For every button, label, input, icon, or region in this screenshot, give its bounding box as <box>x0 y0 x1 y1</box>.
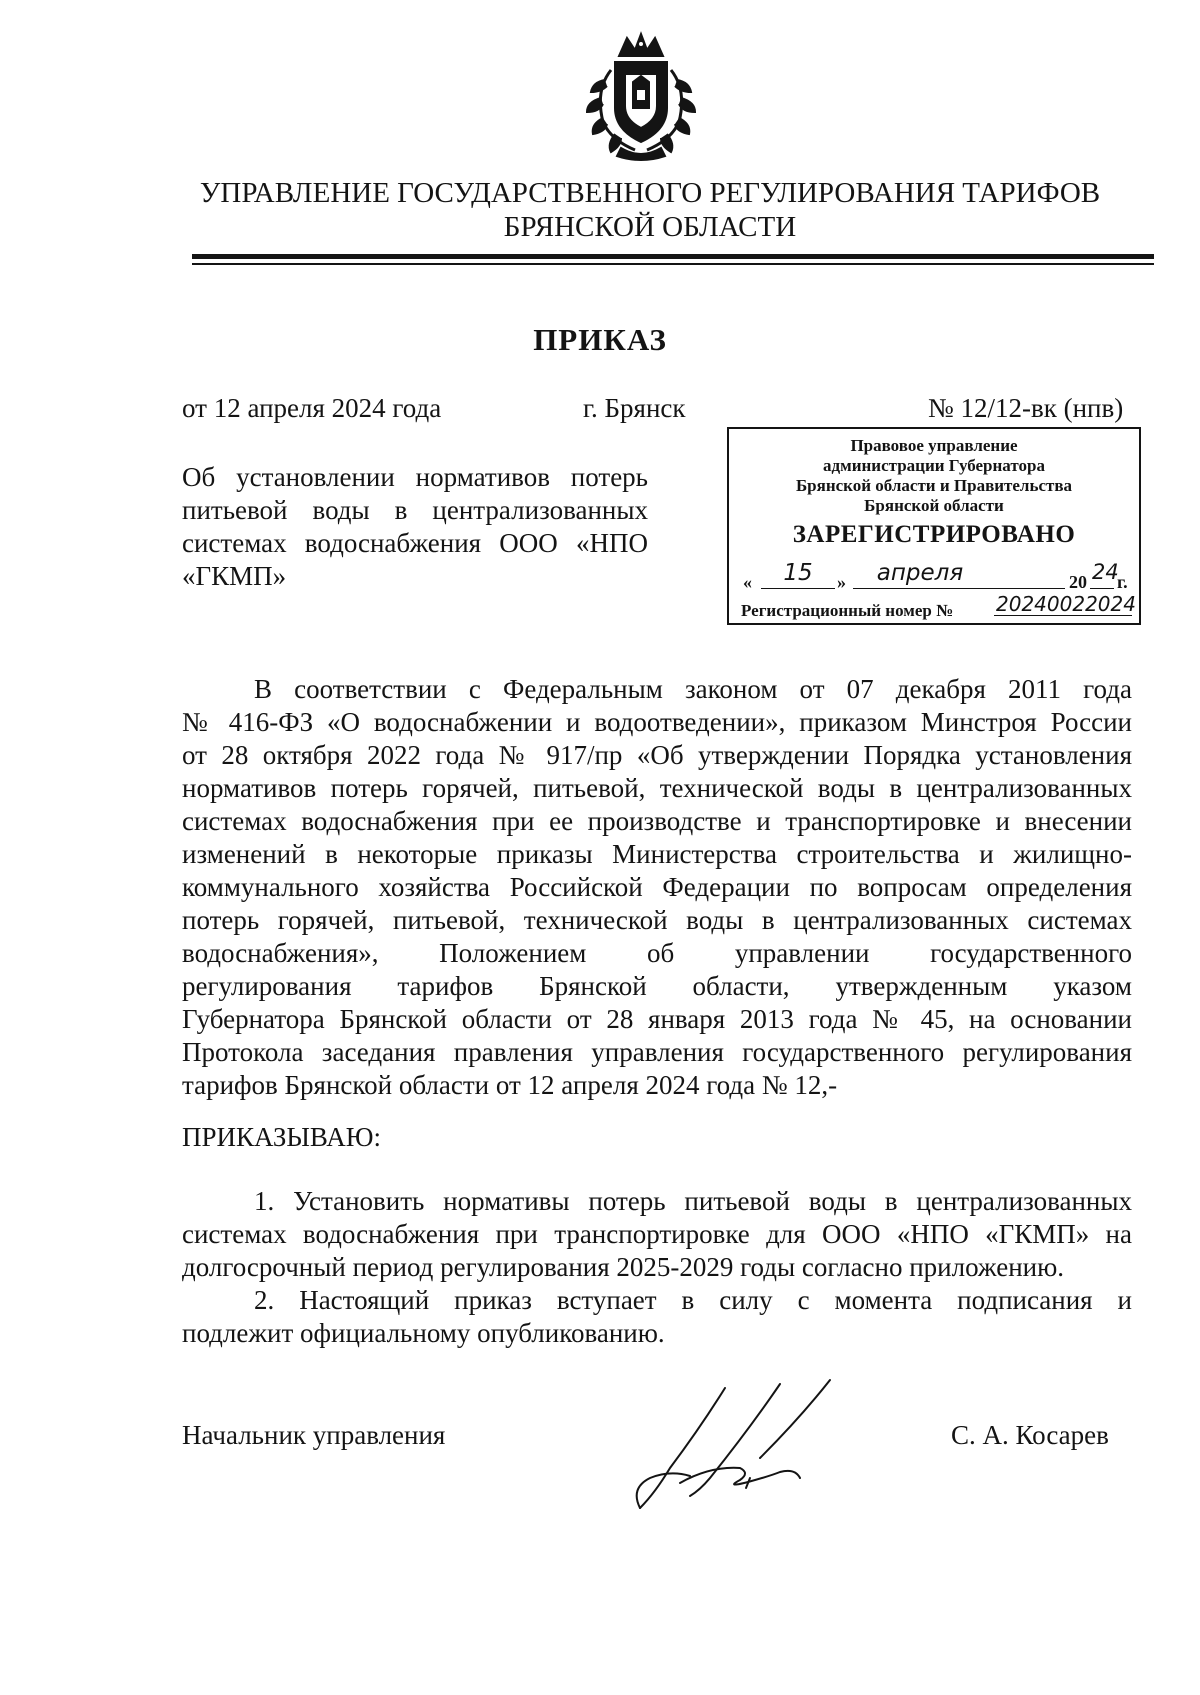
subject-line: системах водоснабжения ООО «НПО <box>182 528 648 558</box>
paragraph-line: долгосрочный период регулирования 2025-2029 годы согласно приложению. <box>182 1252 1065 1282</box>
stamp-reg-number: 20240022024 <box>996 592 1136 616</box>
handwritten-signature-icon <box>630 1378 910 1518</box>
paragraph-line: № 416-ФЗ «О водоснабжении и водоотведении», приказом Минстроя России <box>182 707 1132 737</box>
header-divider-thin <box>192 263 1154 265</box>
document-title: ПРИКАЗ <box>533 322 667 357</box>
preamble-paragraph <box>182 673 1132 1102</box>
stamp-quote-close: » <box>837 572 846 592</box>
stamp-day: 15 <box>783 560 813 586</box>
paragraph-line: подлежит официальному опубликованию. <box>182 1318 665 1348</box>
stamp-month-underline <box>853 588 1065 589</box>
stamp-year-prefix: 20 <box>1069 572 1087 592</box>
order-subject <box>182 461 648 593</box>
paragraph-line: системах водоснабжения при транспортировке для ООО «НПО «ГКМП» на <box>182 1219 1132 1249</box>
subject-line: питьевой воды в централизованных <box>182 495 648 525</box>
order-date: от 12 апреля 2024 года <box>182 393 442 423</box>
stamp-line: Брянской области и Правительства <box>795 476 1073 495</box>
paragraph-line: регулирования тарифов Брянской области, утвержденным указом <box>182 971 1132 1001</box>
order-word: ПРИКАЗЫВАЮ: <box>182 1122 381 1152</box>
stamp-line: Правовое управление <box>850 436 1018 455</box>
paragraph-line: Протокола заседания правления управления государственного регулирования <box>182 1037 1132 1067</box>
stamp-registered: ЗАРЕГИСТРИРОВАНО <box>792 521 1076 548</box>
stamp-day-underline <box>761 588 835 589</box>
order-city: г. Брянск <box>583 393 686 423</box>
paragraph-line: Губернатора Брянской области от 28 января 2013 года № 45, на основании <box>182 1004 1132 1034</box>
signatory-role: Начальник управления <box>182 1420 446 1450</box>
stamp-year-underline <box>1090 588 1114 589</box>
stamp-month: апреля <box>876 560 964 586</box>
stamp-reg-underline <box>994 615 1132 616</box>
bryansk-coat-of-arms-icon <box>581 30 701 162</box>
order-item-2 <box>182 1284 1132 1350</box>
paragraph-line: нормативов потерь горячей, питьевой, технической воды в централизованных <box>182 773 1132 803</box>
subject-line: Об установлении нормативов потерь <box>182 462 648 492</box>
signatory-name: С. А. Косарев <box>951 1420 1109 1450</box>
paragraph-line: тарифов Брянской области от 12 апреля 2024 года № 12,- <box>182 1070 838 1100</box>
paragraph-line: потерь горячей, питьевой, технической воды в централизованных системах <box>182 905 1132 935</box>
paragraph-line: коммунального хозяйства Российской Федерации по вопросам определения <box>182 872 1132 902</box>
subject-line: «ГКМП» <box>182 561 287 591</box>
stamp-line: администрации Губернатора <box>823 456 1045 475</box>
stamp-line: Брянской области <box>864 496 1004 515</box>
paragraph-line: 2. Настоящий приказ вступает в силу с момента подписания и <box>254 1285 1132 1315</box>
paragraph-line: системах водоснабжения при ее производстве и транспортировке и внесении <box>182 806 1132 836</box>
paragraph-line: от 28 октября 2022 года № 917/пр «Об утверждении Порядка установления <box>182 740 1132 770</box>
registration-stamp <box>727 427 1141 625</box>
stamp-year-unit: г. <box>1117 572 1128 592</box>
paragraph-line: водоснабжения», Положением об управлении государственного <box>182 938 1132 968</box>
organization-name-line2: БРЯНСКОЙ ОБЛАСТИ <box>503 211 797 243</box>
stamp-reg-label: Регистрационный номер № <box>741 601 954 620</box>
stamp-quote-open: « <box>743 572 752 592</box>
paragraph-line: изменений в некоторые приказы Министерства строительства и жилищно- <box>182 839 1132 869</box>
header-divider-thick <box>192 254 1154 259</box>
paragraph-line: 1. Установить нормативы потерь питьевой воды в централизованных <box>254 1186 1132 1216</box>
paragraph-line: В соответствии с Федеральным законом от 07 декабря 2011 года <box>254 674 1132 704</box>
stamp-year-suffix: 24 <box>1092 560 1119 584</box>
order-number: № 12/12-вк (нпв) <box>928 393 1124 423</box>
organization-name-line1: УПРАВЛЕНИЕ ГОСУДАРСТВЕННОГО РЕГУЛИРОВАНИЯ ТАРИФОВ <box>199 177 1101 209</box>
order-item-1 <box>182 1185 1132 1284</box>
